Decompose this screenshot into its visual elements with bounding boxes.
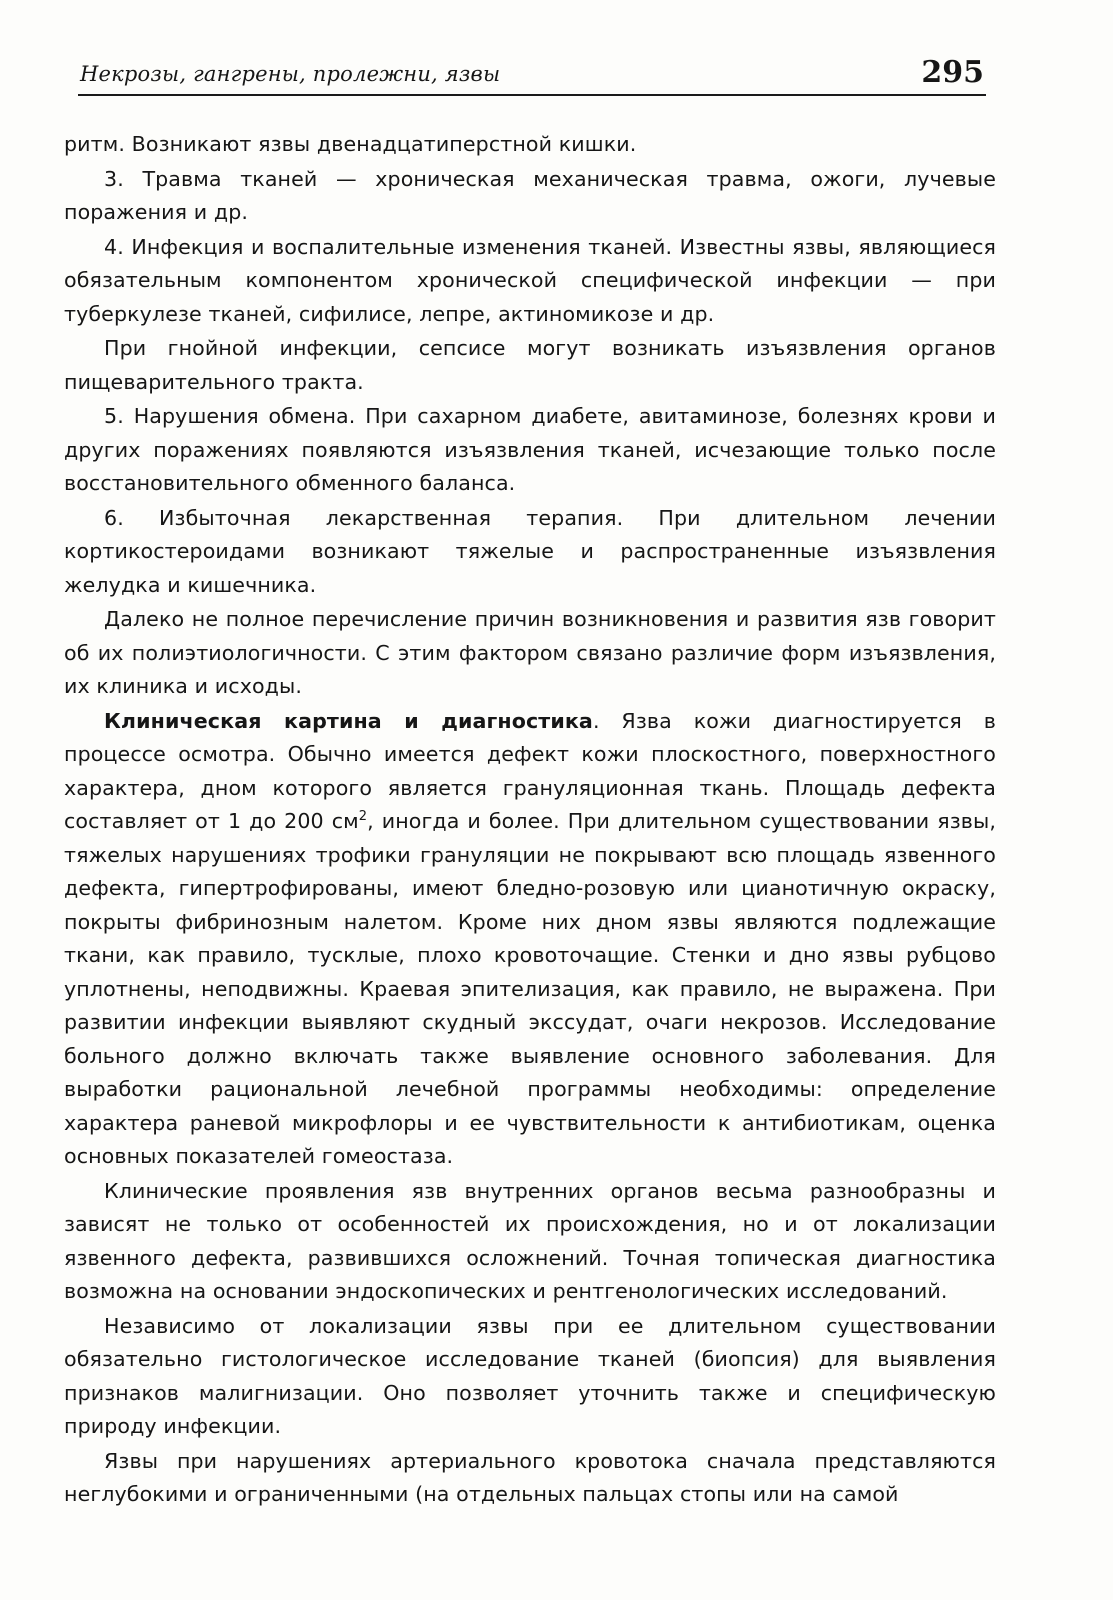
clinical-text-part-1: . Язва кожи диагностируется в процессе осмотра. Обычно имеется дефект кожи плоскостного, поверхностного характера, дном которого является грануляционная ткань. Площадь дефекта составляет от 1 до 200 см [64, 708, 996, 833]
paragraph-metabolism: 5. Нарушения обмена. При сахарном диабете, авитаминозе, болезнях крови и других поражениях появляются изъязвления тканей, исчезающие только после восстановительного обменного баланса. [64, 404, 996, 495]
paragraph-trauma: 3. Травма тканей — хроническая механическая травма, ожоги, лучевые поражения и др. [64, 166, 996, 224]
paragraph-infection: 4. Инфекция и воспалительные изменения тканей. Известны язвы, являющиеся обязательным компонентом хронической специфической инфекции — при туберкулезе тканей, сифилисе, лепре, актиномикозе и др. [64, 234, 996, 326]
running-header [78, 50, 986, 96]
clinical-text-part-2: , иногда и более. При длительном существовании язвы, тяжелых нарушениях трофики грануляции не покрывают всю площадь язвенного дефекта, гипертрофированы, имеют бледно-розовую или цианотичную окраску, покрыты фибринозным налетом. Кроме них дном язвы являются подлежащие ткани, как правило, тусклые, плохо кровоточащие. Стенки и дно язвы рубцово уплотнены, неподвижны. Краевая эпителизация, как правило, не выражена. При развитии инфекции выявляют скудный экссудат, очаги некрозов. Исследование больного должно включать также выявление основного заболевания. Для выработки рациональной лечебной программы необходимы: определение характера раневой микрофлоры и ее чувствительности к антибиотикам, оценка основных показателей гомеостаза. [64, 809, 996, 1168]
superscript-square: 2 [358, 809, 368, 825]
section-lead-heading: Клиническая картина и диагностика [104, 708, 593, 733]
paragraph-biopsy: Независимо от локализации язвы при ее длительном существовании обязательно гистологическое исследование тканей (биопсия) для выявления признаков малигнизации. Оно позволяет уточнить также и специфическую природу инфекции. [64, 1313, 996, 1438]
paragraph-polyetiology: Далеко не полное перечисление причин возникновения и развития язв говорит об их полиэтиологичности. С этим фактором связано различие форм изъязвления, их клиника и исходы. [64, 607, 996, 698]
paragraph-continuation: ритм. Возникают язвы двенадцатиперстной кишки. [64, 132, 637, 156]
paragraph-arterial-ulcers: Язвы при нарушениях артериального кровотока сначала представляются неглубокими и ограниченными (на отдельных пальцах стопы или на самой [64, 1448, 996, 1506]
running-title: Некрозы, гангрены, пролежни, язвы [80, 62, 501, 86]
paragraph-internal-organs: Клинические проявления язв внутренних органов весьма разнообразны и зависят не только от особенностей их происхождения, но и от локализации язвенного дефекта, развившихся осложнений. Точная топическая диагностика возможна на основании эндоскопических и рентгенологических исследований. [64, 1178, 996, 1303]
paragraph-purulent-infection: При гнойной инфекции, сепсисе могут возникать изъязвления органов пищеварительного тракта. [64, 336, 996, 394]
body-text [64, 128, 996, 1512]
page-number: 295 [921, 55, 984, 90]
paragraph-clinical-picture [64, 705, 996, 1174]
paragraph-drug-therapy: 6. Избыточная лекарственная терапия. При длительном лечении кортикостероидами возникают тяжелые и распространенные изъязвления желудка и кишечника. [64, 505, 996, 597]
